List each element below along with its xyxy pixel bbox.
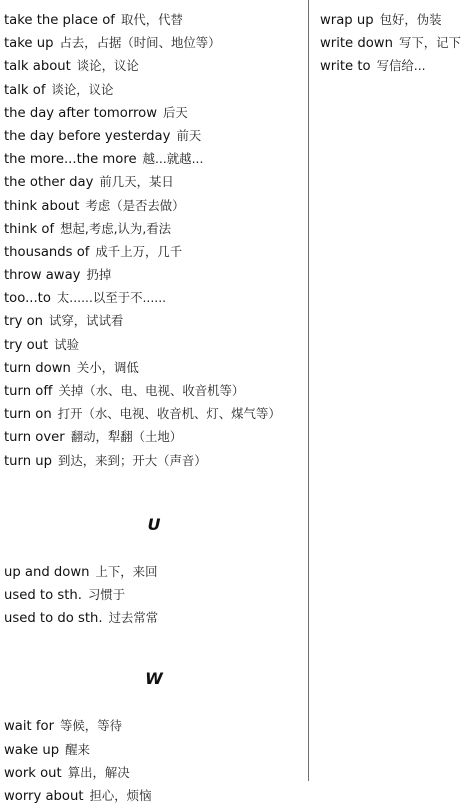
phrase-chinese: 关小，调低 [76, 359, 139, 375]
phrase-english: wait for [4, 719, 55, 735]
phrase-english: take the place of [4, 13, 115, 28]
phrase-chinese: 写下，记下 [398, 35, 461, 51]
phrase-entry [4, 124, 304, 147]
phrase-chinese: 上下，来回 [95, 563, 158, 579]
phrase-entry [4, 217, 304, 240]
phrase-chinese: 谈论，议论 [76, 58, 139, 74]
phrase-chinese: 扔掉 [86, 267, 112, 283]
phrase-chinese: 包好，伪装 [379, 12, 442, 27]
phrase-chinese: 后天 [163, 104, 188, 120]
phrase-english: take up [4, 36, 54, 52]
phrase-chinese: 等候，等待 [60, 718, 122, 734]
phrase-english: thousands of [4, 244, 90, 260]
phrase-entry [4, 738, 304, 761]
phrase-chinese: 越...就越... [142, 151, 204, 167]
phrase-group-w [4, 714, 304, 807]
phrase-entry [4, 333, 304, 356]
phrase-english: used to do sth. [4, 611, 103, 627]
phrase-entry [4, 78, 304, 101]
phrase-chinese: 试验 [54, 336, 79, 352]
phrase-english: write to [320, 59, 371, 75]
phrase-group-t [4, 8, 304, 472]
phrase-english: used to sth. [4, 587, 82, 603]
phrase-chinese: 翻动，犁翻（土地） [70, 429, 183, 445]
phrase-chinese: 取代，代替 [120, 12, 183, 27]
phrase-entry [4, 31, 304, 54]
phrase-entry [4, 286, 304, 309]
phrase-english: talk about [4, 59, 71, 75]
phrase-english: turn over [4, 430, 65, 446]
phrase-chinese: 担心，烦恼 [89, 787, 152, 803]
phrase-entry [320, 54, 468, 77]
phrase-entry [4, 449, 304, 472]
phrase-english: worry about [4, 788, 84, 804]
column-divider [308, 0, 309, 781]
right-column [320, 8, 468, 78]
phrase-entry [4, 240, 304, 263]
phrase-chinese: 到达，来到；开大（声音） [58, 452, 207, 468]
phrase-english: the more...the more [4, 152, 137, 168]
phrase-chinese: 醒来 [65, 741, 90, 757]
phrase-group-right [320, 8, 468, 78]
phrase-chinese: 太......以至于不...... [56, 290, 167, 306]
phrase-chinese: 过去常常 [108, 610, 159, 626]
phrase-english: talk of [4, 82, 46, 98]
section-letter-u: U [147, 514, 161, 534]
phrase-chinese: 写信给... [376, 58, 426, 74]
phrase-entry [4, 170, 304, 193]
phrase-entry [4, 147, 304, 170]
left-column [4, 8, 304, 807]
phrase-english: throw away [4, 268, 81, 284]
phrase-entry [4, 54, 304, 77]
phrase-entry [320, 8, 468, 31]
section-letter-w: W [145, 669, 163, 689]
phrase-english: think about [4, 198, 80, 214]
phrase-entry [4, 784, 304, 807]
phrase-chinese: 习惯于 [87, 586, 126, 602]
phrase-english: wrap up [320, 13, 374, 28]
phrase-entry [4, 402, 304, 425]
phrase-entry [4, 714, 304, 737]
phrase-entry [4, 309, 304, 332]
phrase-entry [4, 606, 304, 629]
phrase-chinese: 谈论，议论 [51, 81, 114, 97]
phrase-group-u [4, 560, 304, 630]
phrase-english: work out [4, 765, 62, 781]
phrase-chinese: 成千上万，几千 [95, 243, 183, 259]
phrase-entry [320, 31, 468, 54]
phrase-entry [4, 761, 304, 784]
phrase-english: try on [4, 314, 44, 330]
phrase-english: the other day [4, 175, 94, 191]
phrase-entry [4, 101, 304, 124]
phrase-entry [4, 356, 304, 379]
phrase-chinese: 打开（水、电视、收音机、灯、煤气等） [57, 406, 281, 422]
phrase-english: turn up [4, 453, 52, 469]
phrase-chinese: 前几天，某日 [99, 174, 174, 190]
phrase-english: the day after tomorrow [4, 105, 158, 121]
phrase-entry [4, 583, 304, 606]
phrase-entry [4, 379, 304, 402]
phrase-english: wake up [4, 742, 60, 758]
phrase-english: turn down [4, 360, 71, 376]
phrase-english: try out [4, 337, 49, 353]
phrase-chinese: 算出，解决 [67, 764, 130, 780]
phrase-chinese: 前天 [176, 127, 202, 143]
phrase-english: think of [4, 221, 55, 237]
phrase-chinese: 试穿，试试看 [49, 313, 124, 329]
phrase-entry [4, 425, 304, 448]
phrase-english: up and down [4, 564, 90, 580]
phrase-english: the day before yesterday [4, 128, 171, 144]
phrase-english: write down [320, 36, 393, 52]
phrase-entry [4, 263, 304, 286]
phrase-english: turn off [4, 384, 53, 399]
phrase-chinese: 关掉（水、电、电视、收音机等） [58, 383, 245, 398]
phrase-chinese: 考虑（是否去做） [85, 197, 185, 213]
phrase-chinese: 占去，占据（时间、地位等） [59, 35, 221, 51]
phrase-entry [4, 8, 304, 31]
phrase-entry [4, 194, 304, 217]
phrase-english: turn on [4, 407, 52, 423]
phrase-english: too...to [4, 291, 51, 307]
phrase-entry [4, 560, 304, 583]
phrase-chinese: 想起,考虑,认为,看法 [60, 220, 172, 236]
